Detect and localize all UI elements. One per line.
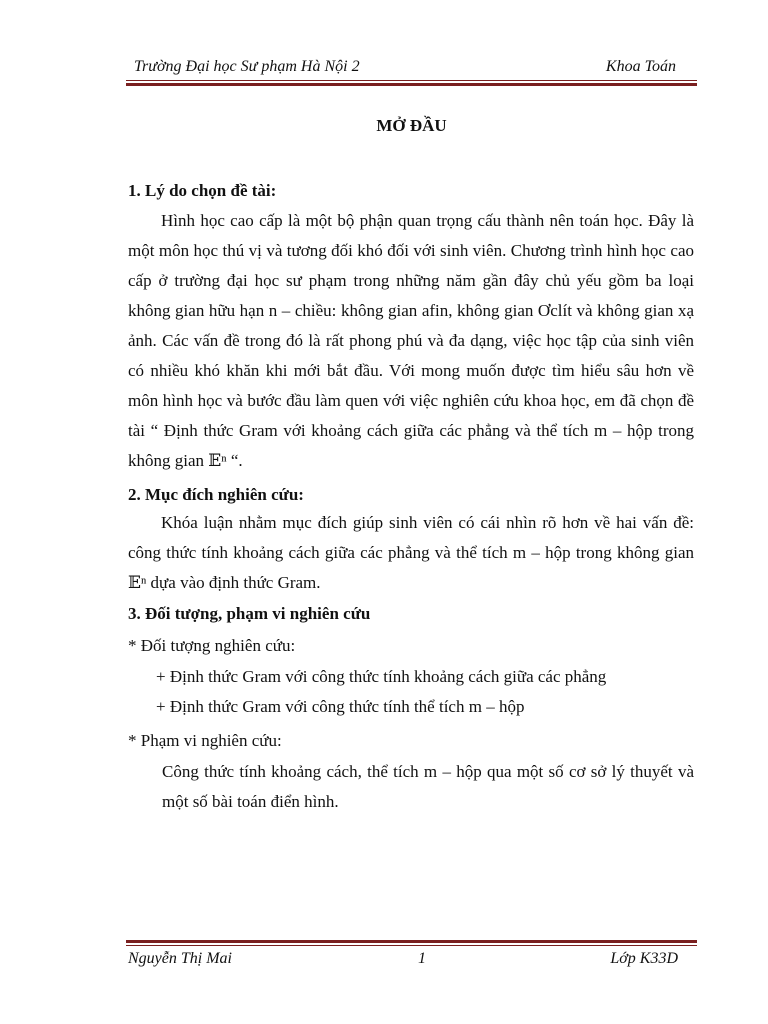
section-2-heading: 2. Mục đích nghiên cứu: bbox=[128, 485, 304, 504]
footer-class: Lớp K33D bbox=[610, 950, 678, 967]
scope-text: Công thức tính khoảng cách, thể tích m – hộp qua một số cơ sở lý thuyết và một số bài toán điển hình. bbox=[162, 762, 694, 811]
page-title: MỞ ĐẦU bbox=[376, 116, 447, 135]
footer-author: Nguyễn Thị Mai bbox=[128, 950, 232, 967]
section-3-heading: 3. Đối tượng, phạm vi nghiên cứu bbox=[128, 604, 371, 623]
section-1-heading: 1. Lý do chọn đề tài: bbox=[128, 181, 277, 200]
footer-rule-thin bbox=[126, 945, 697, 946]
header-rule-thin bbox=[126, 80, 697, 81]
section-2-paragraph: Khóa luận nhằm mục đích giúp sinh viên có cái nhìn rõ hơn về hai vấn đề: công thức tính khoảng cách giữa các phẳng và thể tích m – hộp trong không gian 𝔼ⁿ dựa vào định thức Gram. bbox=[128, 513, 694, 592]
section-1-paragraph: Hình học cao cấp là một bộ phận quan trọng cấu thành nên toán học. Đây là một môn học thú vị và tương đối khó đối với sinh viên. Chương trình hình học cao cấp ở trường đại học sư phạm trong những năm gần đây chủ yếu gồm ba loại không gian hữu hạn n – chiều: không gian afin, không gian Ơclít và không gian xạ ảnh. Các vấn đề trong đó là rất phong phú và đa dạng, việc học tập của sinh viên có nhiều khó khăn khi mới bắt đầu. Với mong muốn được tìm hiểu sâu hơn về môn hình học và bước đầu làm quen với việc nghiên cứu khoa học, em đã chọn đề tài “ Định thức Gram với khoảng cách giữa các phẳng và thể tích m – hộp trong không gian 𝔼ⁿ “. bbox=[128, 211, 694, 470]
object-item-2: + Định thức Gram với công thức tính thể tích m – hộp bbox=[156, 697, 525, 716]
page-number: 1 bbox=[418, 950, 426, 967]
page-header bbox=[128, 58, 684, 80]
footer-rule-thick bbox=[126, 940, 697, 943]
object-item-1: + Định thức Gram với công thức tính khoảng cách giữa các phẳng bbox=[156, 667, 607, 686]
header-faculty: Khoa Toán bbox=[605, 58, 676, 75]
header-rule-thick bbox=[126, 83, 697, 86]
scope-label: * Phạm vi nghiên cứu: bbox=[128, 731, 282, 750]
object-label: * Đối tượng nghiên cứu: bbox=[128, 636, 296, 655]
header-school: Trường Đại học Sư phạm Hà Nội 2 bbox=[134, 58, 360, 75]
page-footer bbox=[128, 950, 684, 972]
